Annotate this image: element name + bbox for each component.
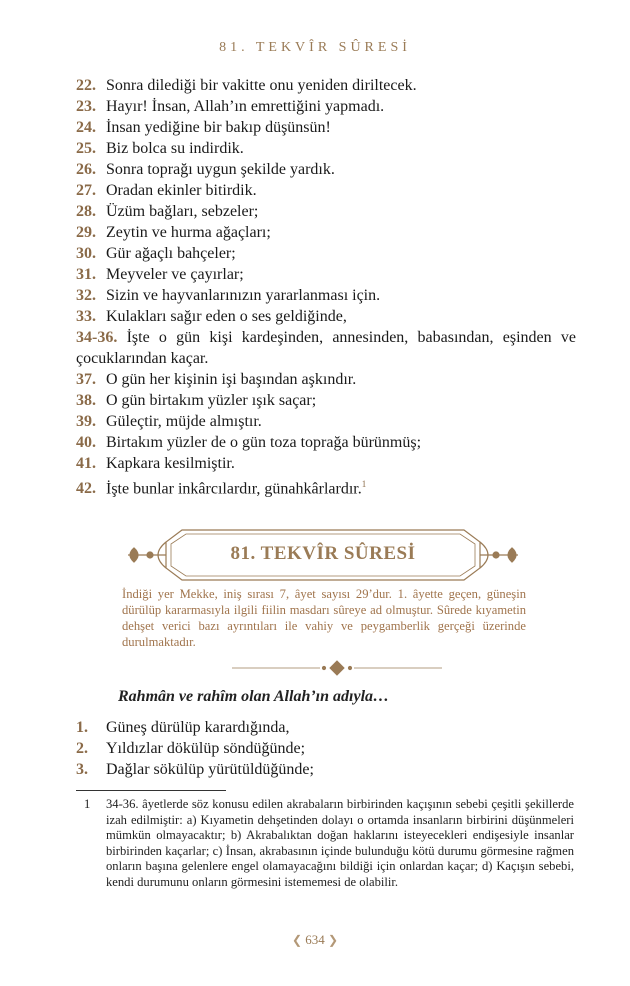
verse-text: Güleçtir, müjde almıştır. [106, 413, 262, 430]
verse-number: 23. [76, 98, 96, 115]
page-number [0, 932, 630, 948]
verse-number: 24. [76, 119, 96, 136]
verse-number: 3. [76, 761, 88, 778]
verse-text: Biz bolca su indirdik. [106, 140, 244, 157]
verse-25 [76, 138, 576, 159]
page-ornament-left-icon: ❮ [291, 933, 302, 947]
verse-38 [76, 390, 576, 411]
verse-text: İnsan yediğine bir bakıp düşünsün! [106, 119, 331, 136]
verse-text: Kulakları sağır eden o ses geldiğinde, [106, 308, 347, 325]
verse-number: 22. [76, 77, 96, 94]
verse-list-bottom [76, 717, 576, 780]
verse-number: 39. [76, 413, 96, 430]
surah-intro: İndiği yer Mekke, iniş sırası 7, âyet sayısı 29’dur. 1. âyette geçen, güneşin dürülüp kararmasıyla ilgili fiilin masdarı sûreye ad olmuştur. Sûrede kıyametin dehşet verici bazı ayrıntıları ile vahiy ve peygamberlik gerçeği üzerinde durulmaktadır. [122, 587, 526, 649]
verse-30 [76, 243, 576, 264]
verse-number: 42. [76, 480, 96, 498]
verse-29 [76, 222, 576, 243]
verse-42 [76, 474, 576, 499]
verse-37 [76, 369, 576, 390]
verse-text: O gün birtakım yüzler ışık saçar; [106, 392, 317, 409]
running-head: 81. TEKVÎR SÛRESİ [219, 40, 411, 55]
verse-24 [76, 117, 576, 138]
verse-text: Yıldızlar dökülüp söndüğünde; [106, 740, 306, 757]
verse-text: Sonra dilediği bir vakitte onu yeniden diriltecek. [106, 77, 417, 94]
page-number-value: 634 [305, 932, 325, 947]
verse-text: Kapkara kesilmiştir. [106, 455, 235, 472]
footnote [76, 797, 574, 890]
verse-number: 2. [76, 740, 88, 757]
verse-40 [76, 432, 576, 453]
verse-31 [76, 264, 576, 285]
verse-number: 27. [76, 182, 96, 199]
verse-number: 31. [76, 266, 96, 283]
verse-number: 38. [76, 392, 96, 409]
basmala: Rahmân ve rahîm olan Allah’ın adıyla… [118, 688, 390, 705]
verse-26 [76, 159, 576, 180]
verse-number: 32. [76, 287, 96, 304]
verse-text: Hayır! İnsan, Allah’ın emrettiğini yapmadı. [106, 98, 385, 115]
verse-text: Üzüm bağları, sebzeler; [106, 203, 259, 220]
surah-title-banner [120, 524, 526, 586]
verse-23 [76, 96, 576, 117]
verse-text: Sonra toprağı uygun şekilde yardık. [106, 161, 335, 178]
verse-number: 30. [76, 245, 96, 262]
verse-text: Güneş dürülüp karardığında, [106, 719, 290, 736]
footnote-rule [76, 790, 226, 791]
verse-34-36 [76, 327, 576, 369]
verse-22 [76, 75, 576, 96]
verse-number: 40. [76, 434, 96, 451]
verse-text: İşte o gün kişi kardeşinden, annesinden, babasından, eşinden ve çocuklarından kaçar. [76, 329, 577, 367]
page-ornament-right-icon: ❯ [328, 933, 339, 947]
verse-number: 25. [76, 140, 96, 157]
verse-number: 33. [76, 308, 96, 325]
verse-text: İşte bunlar inkârcılardır, günahkârlardır. [106, 480, 362, 498]
footnote-reference[interactable]: 1 [361, 479, 367, 489]
verse-text: Dağlar sökülüp yürütüldüğünde; [106, 761, 314, 778]
footnote-text: 34-36. âyetlerde söz konusu edilen akrabaların birbirinden kaçışının sebebi çeşitli şekillerde izah edilmiştir: a) Kıyametin dehşetinden dolayı o ortamda insanların birbirini düşünmeleri mümkün olmayacaktır; b) Akrabalıktan doğan haklarını isteyecekleri endişesiyle insanlar birbirinden kaçarlar; c) İnsan, akrabasının içinde bulunduğu kötü durumu görmesine rağmen onların başına gelenlere engel olamayacağını bildiği için onlardan kaçar; d) Kaçışın sebebi, kendi durumunu onların görmesini istememesi de olabilir. [106, 797, 574, 889]
verse-27 [76, 180, 576, 201]
verse-3 [76, 759, 576, 780]
footnote-number: 1 [84, 797, 91, 811]
verse-text: Oradan ekinler bitirdik. [106, 182, 257, 199]
verse-1 [76, 717, 576, 738]
verse-33 [76, 306, 576, 327]
verse-number: 1. [76, 719, 88, 736]
verse-text: Zeytin ve hurma ağaçları; [106, 224, 271, 241]
verse-number: 34-36. [76, 329, 118, 346]
divider-ornament [232, 660, 442, 676]
verse-number: 29. [76, 224, 96, 241]
verse-number: 37. [76, 371, 96, 388]
verse-number: 41. [76, 455, 96, 472]
verse-text: Sizin ve hayvanlarınızın yararlanması için. [106, 287, 381, 304]
verse-32 [76, 285, 576, 306]
verse-28 [76, 201, 576, 222]
verse-41 [76, 453, 576, 474]
verse-text: O gün her kişinin işi başından aşkındır. [106, 371, 357, 388]
verse-2 [76, 738, 576, 759]
verse-number: 26. [76, 161, 96, 178]
verse-39 [76, 411, 576, 432]
verse-text: Gür ağaçlı bahçeler; [106, 245, 236, 262]
verse-text: Meyveler ve çayırlar; [106, 266, 244, 283]
verse-text: Birtakım yüzler de o gün toza toprağa bürünmüş; [106, 434, 422, 451]
surah-title: 81. TEKVÎR SÛRESİ [230, 543, 416, 564]
verse-list-top [76, 75, 576, 499]
verse-number: 28. [76, 203, 96, 220]
